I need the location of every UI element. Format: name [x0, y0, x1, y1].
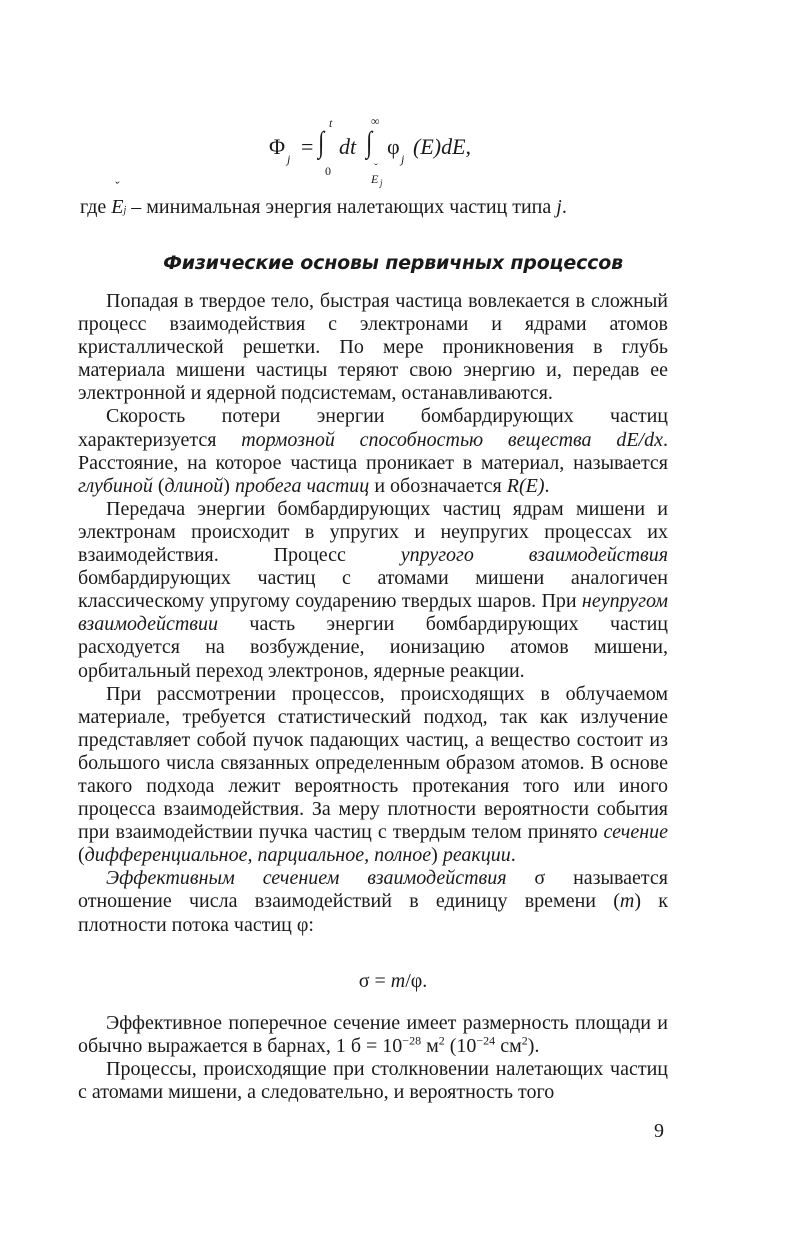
e-check-symbol	[111, 180, 124, 219]
p2-text-a: Скорость потери энергии бомбардирующих частиц характеризуется	[78, 405, 668, 451]
integral-sign-1: ∫	[318, 126, 325, 159]
p2-emphasis-4: пробега частиц	[234, 474, 370, 497]
p3-text-b: бомбардирующих частиц с атомами мишени аналогичен классическому упругому соударению твердых шаров. При	[78, 567, 668, 613]
p2-text-e: и обозначается	[369, 474, 507, 497]
sigma-formula-b: /φ.	[405, 970, 428, 992]
formula-equals: =	[301, 134, 314, 159]
p6-text-e: ).	[527, 1035, 540, 1058]
formula-phi-sub: j	[287, 152, 291, 166]
formula-phi-small-sub: j	[401, 152, 405, 166]
formula-phi-small: φ	[387, 134, 400, 159]
paragraph-3	[78, 498, 668, 683]
where-text: – минимальная энергия налетающих частиц типа	[126, 196, 557, 218]
where-prefix: где	[80, 196, 112, 218]
p5-emphasis-1: Эффективным сечением взаимодействия	[106, 867, 507, 890]
p6-exponent-4: 2	[521, 1033, 528, 1048]
p3-emphasis-2: неупругом взаимодействии	[78, 590, 668, 636]
paragraph-7: Процессы, происходящие при столкновении налетающих частиц с атомами мишени, а следовательно, и вероятность того	[78, 1058, 668, 1104]
where-line	[80, 180, 567, 219]
p6-text-b: м	[421, 1035, 439, 1058]
formula-args: (E)dE,	[413, 134, 472, 159]
p4-emphasis-1: сечение	[603, 821, 668, 844]
section-heading: Физические основы первичных процессов	[163, 252, 623, 274]
e-letter: E	[111, 196, 124, 218]
integral-lower-1: 0	[325, 164, 331, 178]
paragraph-6	[78, 1012, 668, 1058]
integral-upper-2: ∞	[371, 114, 380, 128]
p4-text-d: .	[510, 844, 516, 867]
p6-text-d: см	[495, 1035, 522, 1058]
paragraph-4	[78, 683, 668, 868]
p2-formula-2: R(E)	[506, 474, 545, 497]
text-block-1	[78, 290, 668, 937]
integral-lower-2: E	[371, 172, 379, 186]
p6-text-c: (10	[444, 1035, 477, 1058]
p2-emphasis-1: тормозной способностью вещества	[241, 428, 592, 451]
integral-lower-caron: ˇ	[374, 162, 378, 174]
p6-exponent-1: −28	[402, 1033, 422, 1048]
p3-emphasis-1: упругого взаимодействия	[400, 544, 668, 567]
p3-text-a: Передача энергии бомбардирующих частиц ядрам мишени и электронам происходит в упругих и неупругих процессах их взаимодействия. Процесс	[78, 497, 668, 567]
p2-emphasis-3: длиной	[164, 474, 224, 497]
p2-text-c: (	[152, 474, 165, 497]
flux-formula	[255, 112, 515, 192]
sigma-formula-m: m	[390, 970, 406, 992]
p5-text-b: ) к плотности потока частиц φ:	[78, 890, 668, 936]
p5-m: m	[619, 890, 635, 913]
paragraph-2	[78, 405, 668, 497]
p4-text-b: (	[78, 844, 85, 867]
sigma-formula	[0, 970, 786, 993]
p3-text-c: часть энергии бомбардирующих частиц расходуется на возбуждение, ионизацию атомов мишени, орбитальный переход электронов, ядерные реакции.	[78, 613, 668, 682]
integral-upper-1: t	[329, 116, 333, 130]
p6-exponent-3: −24	[476, 1033, 496, 1048]
paragraph-1: Попадая в твердое тело, быстрая частица вовлекается в сложный процесс взаимодействия с электронами и ядрами атомов кристаллической решетки. По мере проникновения в глубь материала мишени частицы теряют свою энергию и, передав ее электронной и ядерной подсистемам, останавливаются.	[78, 290, 668, 405]
integral-lower-2-sub: j	[380, 178, 383, 188]
p2-text-b: . Расстояние, на которое частица проникает в материал, называется	[78, 428, 668, 474]
paragraph-5	[78, 867, 668, 936]
text-block-2	[78, 1012, 668, 1104]
p5-text-a: σ называется отношение числа взаимодействий в единицу времени (	[78, 867, 668, 913]
caron-mark: ˇ	[114, 180, 119, 195]
p2-text-f: .	[544, 474, 550, 497]
p4-text-a: При рассмотрении процессов, происходящих в облучаемом материале, требуется статистический подход, так как излучение представляет собой пучок падающих частиц, а вещество состоит из большого числа связанных определенным образом атомов. В основе такого подхода лежит вероятность протекания того или иного процесса взаимодействия. За меру плотности вероятности события при взаимодействии пучка частиц с твердым телом принято	[78, 682, 668, 844]
p2-text-d: )	[223, 474, 235, 497]
p2-emphasis-2: глубиной	[78, 474, 153, 497]
p4-text-c: )	[431, 844, 443, 867]
formula-phi: Φ	[269, 134, 286, 159]
page-number: 9	[654, 1120, 664, 1142]
p6-text-a: Эффективное поперечное сечение имеет размерность площади и обычно выражается в барнах, 1 б = 10	[78, 1012, 668, 1058]
where-j: j	[556, 196, 562, 218]
sigma-formula-a: σ =	[358, 970, 391, 992]
where-end: .	[561, 196, 567, 218]
e-sub-j: j	[123, 205, 127, 216]
p6-exponent-2: 2	[438, 1033, 445, 1048]
formula-dt: dt	[339, 134, 357, 159]
p4-emphasis-2: дифференциальное, парциальное, полное	[84, 844, 432, 867]
p2-formula: dE/dx	[591, 428, 663, 451]
p4-emphasis-3: реакции	[442, 844, 511, 867]
integral-sign-2: ∫	[366, 126, 373, 159]
